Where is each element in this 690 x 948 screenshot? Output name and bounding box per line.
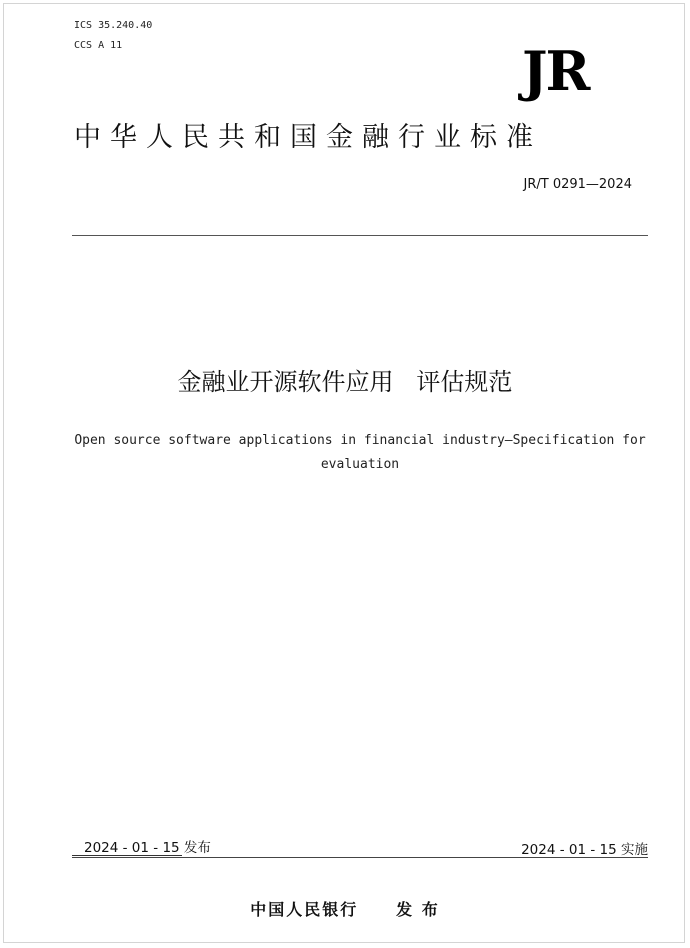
header-divider — [72, 235, 648, 236]
implementation-date: 2024 - 01 - 15 实施 — [521, 842, 648, 858]
jr-logo: JR — [522, 39, 589, 103]
ics-code: ICS 35.240.40 — [74, 20, 153, 31]
issue-date-underline — [72, 855, 182, 856]
publisher: 中国人民银行 发 布 — [250, 900, 440, 919]
standard-type-title: 中华人民共和国金融行业标准 — [74, 122, 542, 153]
issue-date: 2024 - 01 - 15 发布 — [84, 840, 211, 856]
standard-code: JR/T 0291—2024 — [523, 177, 632, 192]
english-title: Open source software applications in financial industry—Specification for evaluation — [74, 433, 646, 472]
footer-divider — [72, 857, 648, 858]
chinese-title: 金融业开源软件应用 评估规范 — [177, 368, 513, 396]
ccs-code: CCS A 11 — [74, 40, 123, 51]
